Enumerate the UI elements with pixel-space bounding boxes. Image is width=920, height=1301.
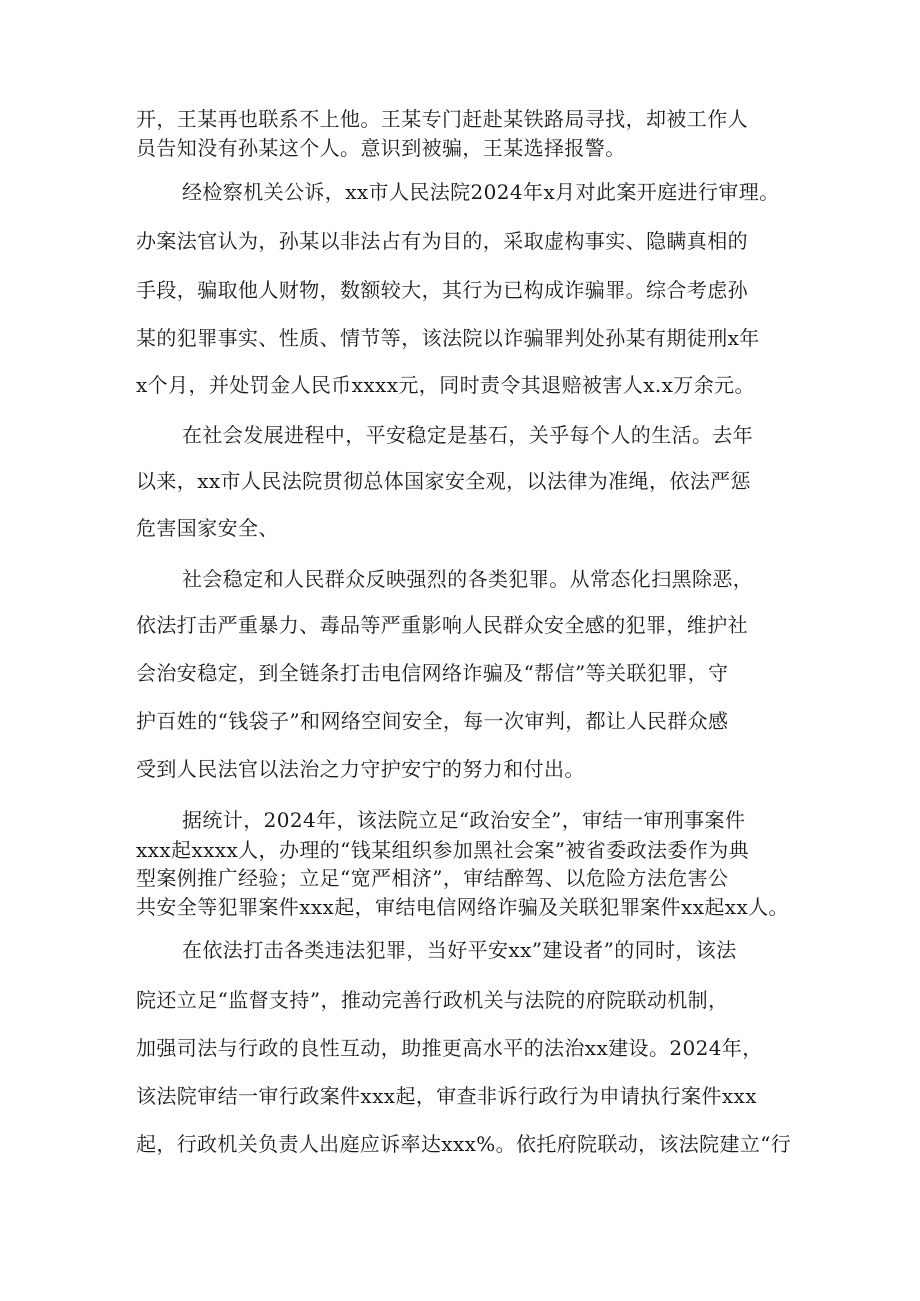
paragraph-3-line-3: 危害国家安全、 [136, 516, 279, 540]
paragraph-5-line-3: 型案例推广经验；立足“宽严相济”，审结醉驾、以危险方法危害公 [136, 866, 729, 890]
paragraph-4-line-1: 社会稳定和人民群众反映强烈的各类犯罪。从常态化扫黑除恶， [182, 567, 754, 591]
paragraph-2-line-4: 某的犯罪事实、性质、情节等，该法院以诈骗罪判处孙某有期徒刑x年 [136, 326, 760, 350]
paragraph-6-line-5: 起，行政机关负责人出庭应诉率达xxx%。依托府院联动，该法院建立“行 [136, 1132, 792, 1156]
paragraph-5-line-2: xxx起xxxx人，办理的“钱某组织参加黑社会案”被省委政法委作为典 [136, 838, 750, 862]
paragraph-4-line-5: 受到人民法官以法治之力守护安宁的努力和付出。 [136, 757, 585, 781]
paragraph-2-line-2: 办案法官认为，孙某以非法占有为目的，采取虚构事实、隐瞒真相的 [136, 229, 748, 253]
paragraph-6-line-3: 加强司法与行政的良性互动，助推更高水平的法治xx建设。2024年， [136, 1036, 763, 1060]
paragraph-2-line-5: x个月，并处罚金人民币xxxx元，同时责令其退赔被害人x.x万余元。 [136, 373, 755, 397]
paragraph-1-line-2: 员告知没有孙某这个人。意识到被骗，王某选择报警。 [136, 136, 626, 160]
paragraph-2-line-1: 经检察机关公诉，xx市人民法院2024年x月对此案开庭进行审理。 [182, 180, 780, 204]
paragraph-3-line-2: 以来，xx市人民法院贯彻总体国家安全观，以法律为准绳，依法严惩 [136, 469, 751, 493]
paragraph-2-line-3: 手段，骗取他人财物，数额较大，其行为已构成诈骗罪。综合考虑孙 [136, 278, 748, 302]
paragraph-1-line-1: 开，王某再也联系不上他。王某专门赶赴某铁路局寻找，却被工作人 [136, 107, 748, 131]
paragraph-4-line-3: 会治安稳定，到全链条打击电信网络诈骗及“帮信”等关联犯罪，守 [136, 661, 729, 685]
paragraph-4-line-2: 依法打击严重暴力、毒品等严重影响人民群众安全感的犯罪，维护社 [136, 613, 748, 637]
paragraph-5-line-1: 据统计，2024年，该法院立足“政治安全”，审结一审刑事案件 [182, 808, 746, 832]
paragraph-3-line-1: 在社会发展进程中，平安稳定是基石，关乎每个人的生活。去年 [182, 423, 754, 447]
paragraph-6-line-2: 院还立足“监督支持”，推动完善行政机关与法院的府院联动机制， [136, 988, 729, 1012]
paragraph-6-line-1: 在依法打击各类违法犯罪，当好平安xx”建设者”的同时，该法 [182, 938, 737, 962]
paragraph-5-line-4: 共安全等犯罪案件xxx起，审结电信网络诈骗及关联犯罪案件xx起xx人。 [136, 895, 789, 919]
paragraph-4-line-4: 护百姓的“钱袋子”和网络空间安全，每一次审判，都让人民群众感 [136, 709, 729, 733]
paragraph-6-line-4: 该法院审结一审行政案件xxx起，审查非诉行政行为申请执行案件xxx [136, 1084, 757, 1108]
